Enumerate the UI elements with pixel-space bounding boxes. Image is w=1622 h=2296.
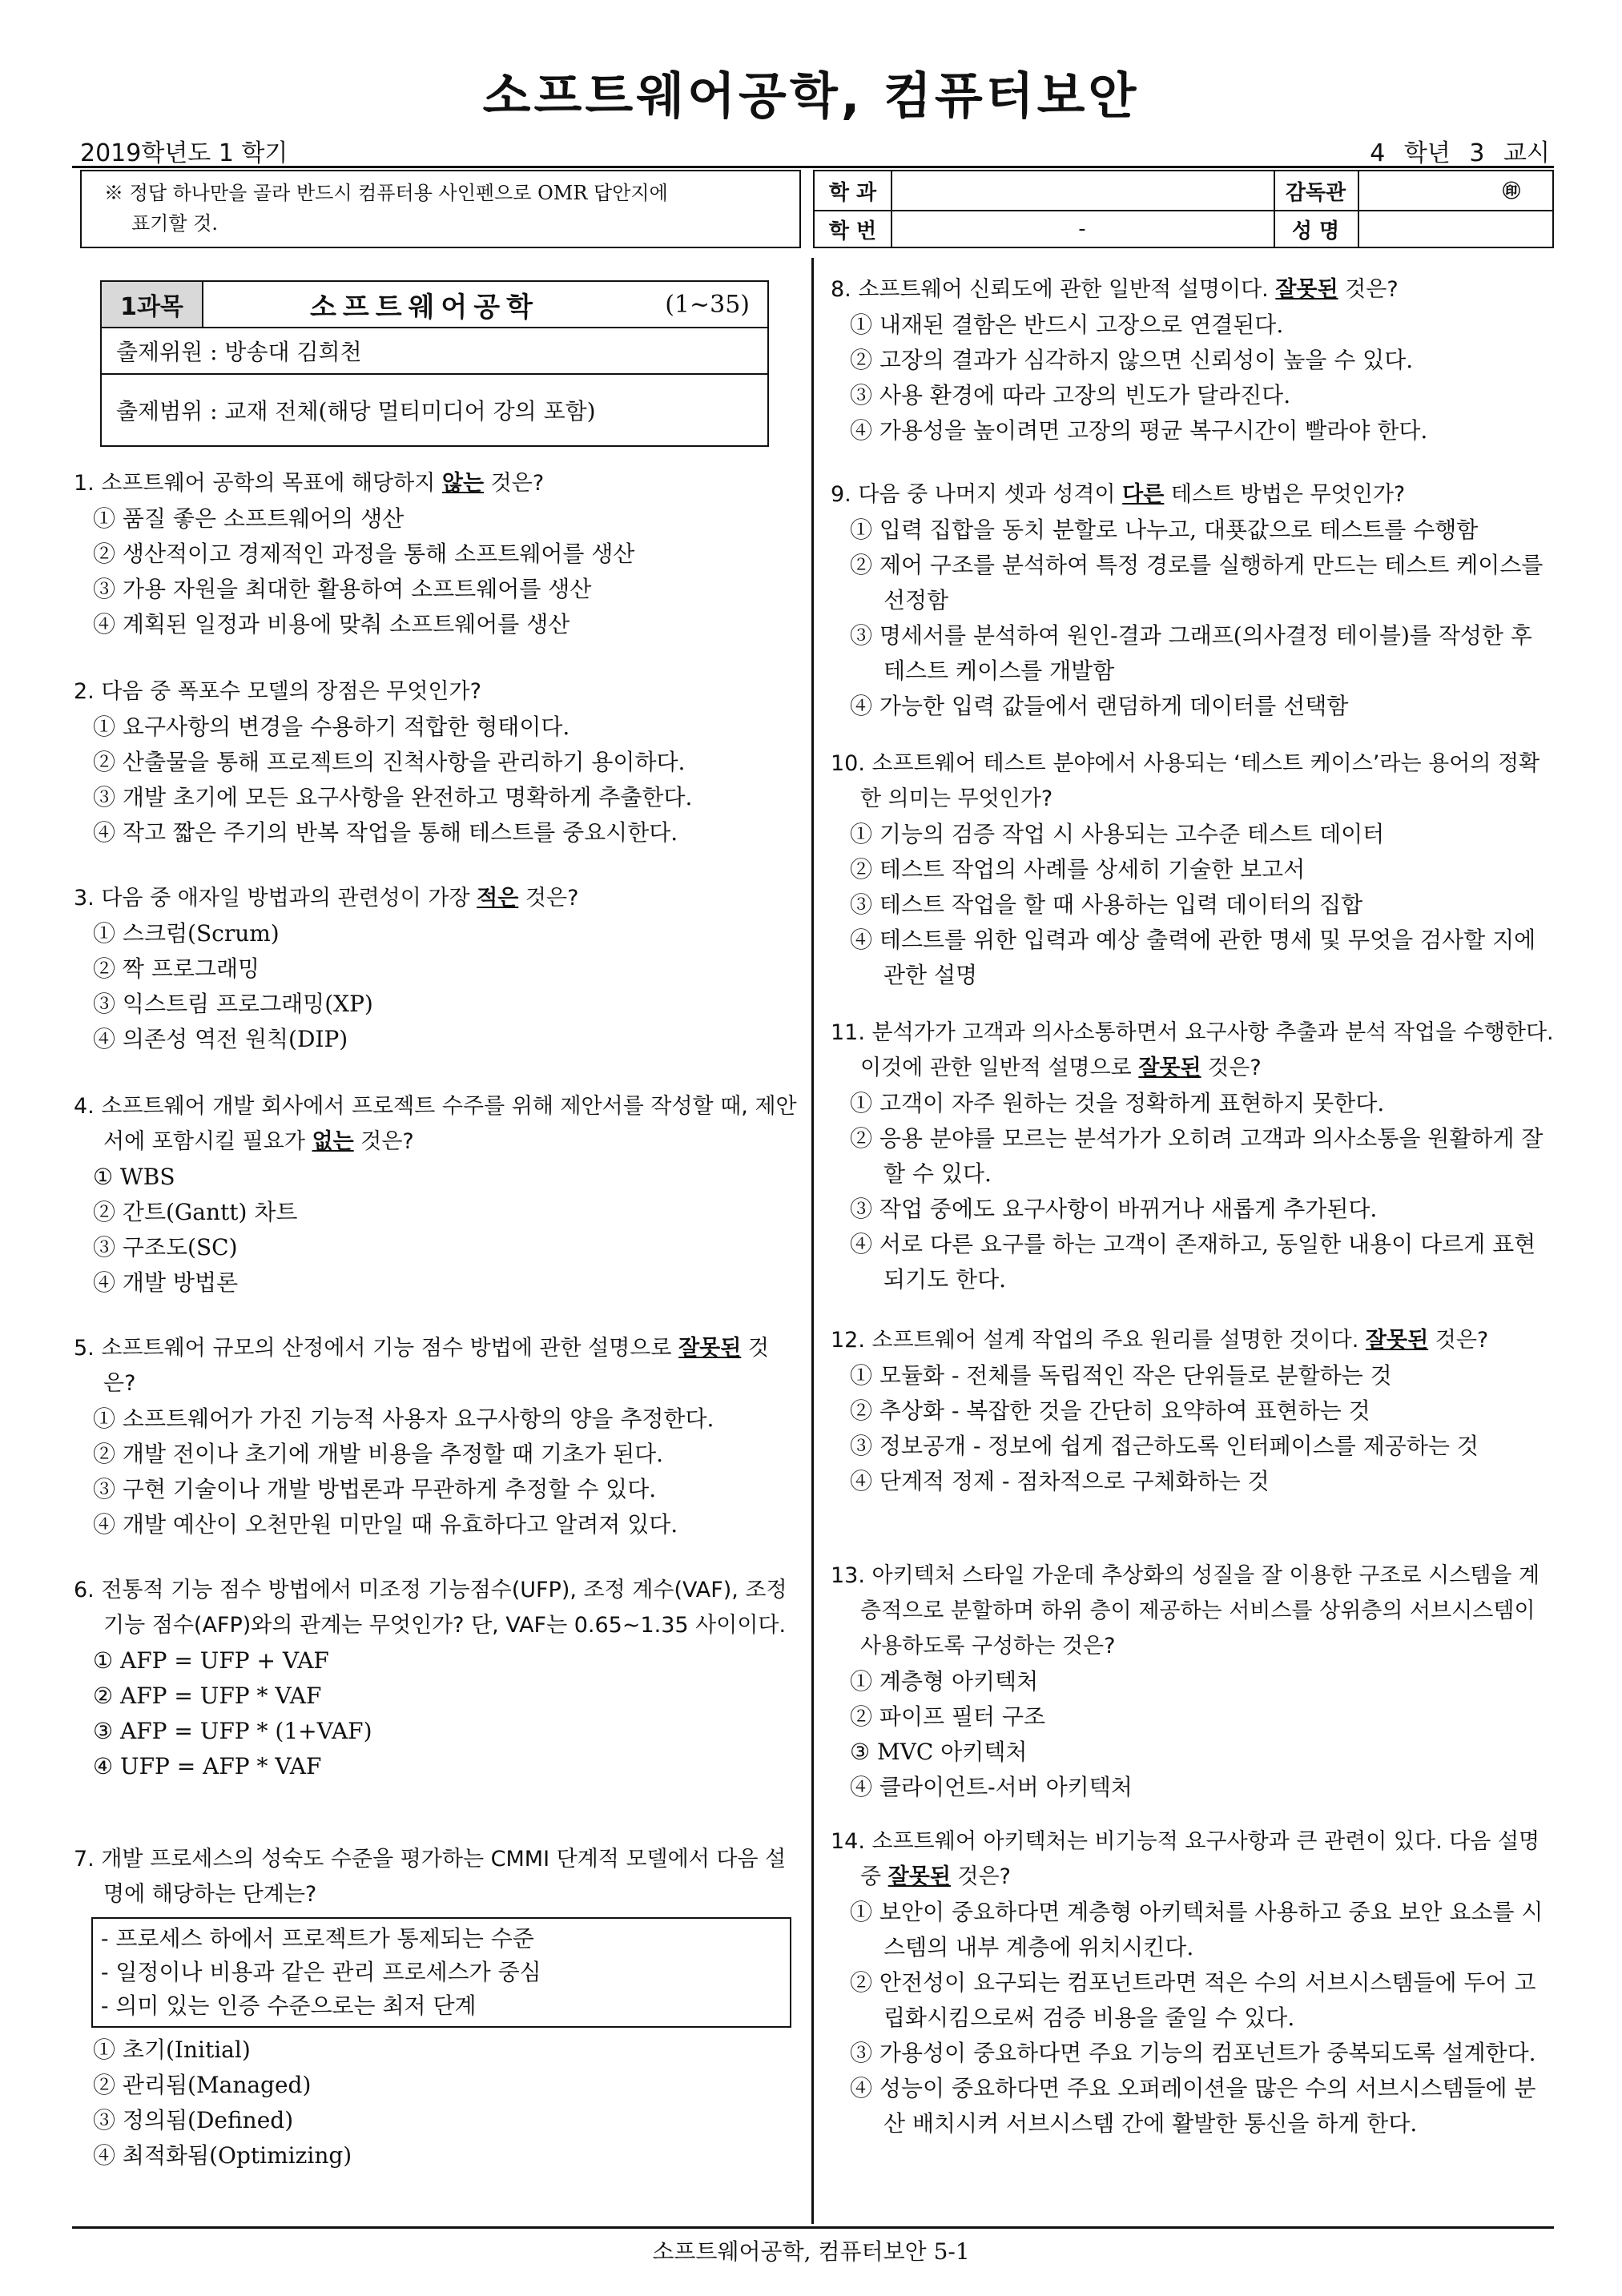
seal-mark: ㊞: [1502, 182, 1520, 202]
subject-tag: 1과목: [102, 282, 203, 327]
question-1: 1. 소프트웨어 공학의 목표에 해당하지 않는 것은? ① 품질 좋은 소프트웨어의 생산 ② 생산적이고 경제적인 과정을 통해 소프트웨어를 생산 ③ 가용 자원을 최대한 활용하여 소프트웨어를 생산 ④ 계획된 일정과 비용에 맞춰 소프트웨어를 생산: [74, 466, 799, 642]
dept-label: 학 과: [828, 180, 877, 205]
option[interactable]: ④ 테스트를 위한 입력과 예상 출력에 관한 명세 및 무엇을 검사할 지에 관한 설명: [850, 927, 1536, 988]
name-label: 성 명: [1291, 219, 1340, 243]
name-field[interactable]: [1358, 210, 1552, 248]
option[interactable]: ① 품질 좋은 소프트웨어의 생산: [93, 505, 404, 532]
student-info-table: [813, 170, 1554, 248]
option[interactable]: ③ 가용성이 중요하다면 주요 기능의 컴포넌트가 중복되도록 설계한다.: [850, 2040, 1536, 2066]
option[interactable]: ② 간트(Gantt) 차트: [93, 1199, 298, 1225]
page-footer: 소프트웨어공학, 컴퓨터보안 5-1: [652, 2238, 970, 2265]
option[interactable]: ② 안전성이 요구되는 컴포넌트라면 적은 수의 서브시스템들에 두어 고립화시킴으로써 검증 비용을 줄일 수 있다.: [850, 1969, 1536, 2031]
option[interactable]: ① WBS: [93, 1164, 175, 1190]
question-5: 5. 소프트웨어 규모의 산정에서 기능 점수 방법에 관한 설명으로 잘못된 것은? ① 소프트웨어가 가진 기능적 사용자 요구사항의 양을 추정한다. ② 개발 전이나 초기에 개발 비용을 추정할 때 기초가 된다. ③ 구현 기술이나 개발 방법론과 무관하게 추정할 수 있다. ④ 개발 예산이 오천만원 미만일 때 유효하다고 알려져 있다.: [74, 1331, 799, 1542]
omr-notice: ※ 정답 하나만을 골라 반드시 컴퓨터용 사인펜으로 OMR 답안지에 표기할 것.: [80, 170, 801, 248]
option[interactable]: ① 초기(Initial): [93, 2037, 251, 2063]
option[interactable]: ① 보안이 중요하다면 계층형 아키텍처를 사용하고 중요 보안 요소를 시스템의 내부 계층에 위치시킨다.: [850, 1899, 1544, 1960]
option[interactable]: ② 제어 구조를 분석하여 특정 경로를 실행하게 만드는 테스트 케이스를 선정함: [850, 552, 1544, 613]
option[interactable]: ③ MVC 아키텍처: [850, 1739, 1028, 1765]
option[interactable]: ④ 단계적 정제 - 점차적으로 구체화하는 것: [850, 1468, 1270, 1494]
id-field[interactable]: -: [1078, 217, 1086, 241]
description-box: - 프로세스 하에서 프로젝트가 통제되는 수준 - 일정이나 비용과 같은 관리 프로세스가 중심 - 의미 있는 인증 수준으로는 최저 단계: [91, 1917, 791, 2028]
subject-name: 소프트웨어공학: [310, 291, 539, 324]
option[interactable]: ④ 의존성 역전 원칙(DIP): [93, 1026, 348, 1052]
option[interactable]: ② 테스트 작업의 사례를 상세히 기술한 보고서: [850, 856, 1306, 883]
option[interactable]: ③ 가용 자원을 최대한 활용하여 소프트웨어를 생산: [93, 576, 592, 602]
option[interactable]: ② 생산적이고 경제적인 과정을 통해 소프트웨어를 생산: [93, 541, 635, 567]
option[interactable]: ② 관리됨(Managed): [93, 2072, 312, 2098]
dept-field[interactable]: [891, 171, 1274, 210]
header-rule: [72, 166, 1554, 168]
option[interactable]: ① 요구사항의 변경을 수용하기 적합한 형태이다.: [93, 714, 570, 740]
id-label: 학 번: [828, 219, 877, 243]
option[interactable]: ③ 익스트림 프로그래밍(XP): [93, 991, 373, 1017]
subject-box: [100, 280, 769, 447]
option[interactable]: ① 내재된 결함은 반드시 고장으로 연결된다.: [850, 312, 1284, 338]
option[interactable]: ④ 개발 예산이 오천만원 미만일 때 유효하다고 알려져 있다.: [93, 1511, 678, 1538]
exam-title: 소프트웨어공학, 컴퓨터보안: [482, 66, 1140, 125]
option[interactable]: ① 소프트웨어가 가진 기능적 사용자 요구사항의 양을 추정한다.: [93, 1405, 714, 1432]
supervisor-label: 감독관: [1285, 180, 1346, 205]
question-8: 8. 소프트웨어 신뢰도에 관한 일반적 설명이다. 잘못된 것은? ① 내재된 결함은 반드시 고장으로 연결된다. ② 고장의 결과가 심각하지 않으면 신뢰성이 높을 수 있다. ③ 사용 환경에 따라 고장의 빈도가 달라진다. ④ 가용성을 높이려면 고장의 평균 복구시간이 빨라야 한다.: [831, 272, 1555, 448]
option[interactable]: ② 개발 전이나 초기에 개발 비용을 추정할 때 기초가 된다.: [93, 1441, 664, 1467]
option[interactable]: ① 스크럼(Scrum): [93, 920, 280, 947]
option[interactable]: ④ 클라이언트-서버 아키텍처: [850, 1774, 1133, 1800]
option[interactable]: ④ UFP = AFP * VAF: [93, 1753, 322, 1779]
header-block: [80, 170, 1554, 251]
option[interactable]: ① 고객이 자주 원하는 것을 정확하게 표현하지 못한다.: [850, 1090, 1385, 1116]
option[interactable]: ④ 가용성을 높이려면 고장의 평균 복구시간이 빨라야 한다.: [850, 417, 1428, 444]
option[interactable]: ④ 개발 방법론: [93, 1269, 239, 1296]
column-divider: [811, 258, 814, 2224]
option[interactable]: ③ 정의됨(Defined): [93, 2107, 294, 2133]
supervisor-field[interactable]: [1358, 171, 1552, 210]
option[interactable]: ③ 구조도(SC): [93, 1234, 238, 1261]
option[interactable]: ① 입력 집합을 동치 분할로 나누고, 대푯값으로 테스트를 수행함: [850, 517, 1479, 543]
examiner: 출제위원 : 방송대 김희천: [102, 328, 767, 375]
question-7: 7. 개발 프로세스의 성숙도 수준을 평가하는 CMMI 단계적 모델에서 다음 설명에 해당하는 단계는? - 프로세스 하에서 프로젝트가 통제되는 수준 - 일정이나 비용과 같은 관리 프로세스가 중심 - 의미 있는 인증 수준으로는 최저 단계 ① 초기(Initial) ② 관리됨(Managed) ③ 정의됨(Defined) ④ 최적화됨(Optimizing): [74, 1842, 799, 2173]
option[interactable]: ① 모듈화 - 전체를 독립적인 작은 단위들로 분할하는 것: [850, 1362, 1392, 1389]
question-6: 6. 전통적 기능 점수 방법에서 미조정 기능점수(UFP), 조정 계수(VAF), 조정 기능 점수(AFP)와의 관계는 무엇인가? 단, VAF는 0.65~1.35 사이이다. ① AFP = UFP + VAF ② AFP = UFP * VAF ③ AFP = UFP * (1+VAF) ④ UFP = AFP * VAF: [74, 1573, 799, 1784]
option[interactable]: ④ 작고 짧은 주기의 반복 작업을 통해 테스트를 중요시한다.: [93, 819, 678, 846]
option[interactable]: ② 파이프 필터 구조: [850, 1703, 1046, 1730]
question-12: 12. 소프트웨어 설계 작업의 주요 원리를 설명한 것이다. 잘못된 것은? ① 모듈화 - 전체를 독립적인 작은 단위들로 분할하는 것 ② 추상화 - 복잡한 것을 간단히 요약하여 표현하는 것 ③ 정보공개 - 정보에 쉽게 접근하도록 인터페이스를 제공하는 것 ④ 단계적 정제 - 점차적으로 구체화하는 것: [831, 1323, 1555, 1499]
grade-period: 4 학년 3 교시: [1370, 139, 1550, 167]
question-11: 11. 분석가가 고객과 의사소통하면서 요구사항 추출과 분석 작업을 수행한다. 이것에 관한 일반적 설명으로 잘못된 것은? ① 고객이 자주 원하는 것을 정확하게 표현하지 못한다. ② 응용 분야를 모르는 분석가가 오히려 고객과 의사소통을 원활하게 잘 할 수 있다. ③ 작업 중에도 요구사항이 바뀌거나 새롭게 추가된다. ④ 서로 다른 요구를 하는 고객이 존재하고, 동일한 내용이 다르게 표현되기도 한다.: [831, 1015, 1555, 1297]
option[interactable]: ③ AFP = UFP * (1+VAF): [93, 1718, 372, 1744]
footer-rule: [72, 2226, 1554, 2229]
option[interactable]: ③ 테스트 작업을 할 때 사용하는 입력 데이터의 집합: [850, 891, 1363, 918]
option[interactable]: ④ 가능한 입력 값들에서 랜덤하게 데이터를 선택함: [850, 693, 1349, 719]
question-2: 2. 다음 중 폭포수 모델의 장점은 무엇인가? ① 요구사항의 변경을 수용하기 적합한 형태이다. ② 산출물을 통해 프로젝트의 진척사항을 관리하기 용이하다. ③ 개발 초기에 모든 요구사항을 완전하고 명확하게 추출한다. ④ 작고 짧은 주기의 반복 작업을 통해 테스트를 중요시한다.: [74, 674, 799, 850]
option[interactable]: ② 추상화 - 복잡한 것을 간단히 요약하여 표현하는 것: [850, 1397, 1370, 1424]
subject-range: (1~35): [665, 290, 750, 319]
option[interactable]: ② 응용 분야를 모르는 분석가가 오히려 고객과 의사소통을 원활하게 잘 할 수 있다.: [850, 1125, 1544, 1187]
option[interactable]: ③ 정보공개 - 정보에 쉽게 접근하도록 인터페이스를 제공하는 것: [850, 1433, 1479, 1459]
option[interactable]: ① AFP = UFP + VAF: [93, 1647, 329, 1674]
option[interactable]: ③ 사용 환경에 따라 고장의 빈도가 달라진다.: [850, 382, 1291, 408]
option[interactable]: ② AFP = UFP * VAF: [93, 1683, 322, 1709]
question-4: 4. 소프트웨어 개발 회사에서 프로젝트 수주를 위해 제안서를 작성할 때, 제안서에 포함시킬 필요가 없는 것은? ① WBS ② 간트(Gantt) 차트 ③ 구조도(SC) ④ 개발 방법론: [74, 1089, 799, 1301]
option[interactable]: ① 기능의 검증 작업 시 사용되는 고수준 테스트 데이터: [850, 821, 1385, 847]
option[interactable]: ② 산출물을 통해 프로젝트의 진척사항을 관리하기 용이하다.: [93, 749, 686, 775]
question-13: 13. 아키텍처 스타일 가운데 추상화의 성질을 잘 이용한 구조로 시스템을 계층적으로 분할하며 하위 층이 제공하는 서비스를 상위층의 서브시스템이 사용하도록 구성하는 것은? ① 계층형 아키텍처 ② 파이프 필터 구조 ③ MVC 아키텍처 ④ 클라이언트-서버 아키텍처: [831, 1558, 1555, 1805]
question-14: 14. 소프트웨어 아키텍처는 비기능적 요구사항과 큰 관련이 있다. 다음 설명 중 잘못된 것은? ① 보안이 중요하다면 계층형 아키텍처를 사용하고 중요 보안 요소를 시스템의 내부 계층에 위치시킨다. ② 안전성이 요구되는 컴포넌트라면 적은 수의 서브시스템들에 두어 고립화시킴으로써 검증 비용을 줄일 수 있다. ③ 가용성이 중요하다면 주요 기능의 컴포넌트가 중복되도록 설계한다. ④ 성능이 중요하다면 주요 오퍼레이션을 많은 수의 서브시스템들에 분산 배치시켜 서브시스템 간에 활발한 통신을 하게 한다.: [831, 1824, 1555, 2141]
exam-scope: 출제범위 : 교재 전체(해당 멀티미디어 강의 포함): [116, 398, 596, 424]
option[interactable]: ① 계층형 아키텍처: [850, 1668, 1039, 1695]
question-9: 9. 다음 중 나머지 셋과 성격이 다른 테스트 방법은 무엇인가? ① 입력 집합을 동치 분할로 나누고, 대푯값으로 테스트를 수행함 ② 제어 구조를 분석하여 특정 경로를 실행하게 만드는 테스트 케이스를 선정함 ③ 명세서를 분석하여 원인-결과 그래프(의사결정 테이블)를 작성한 후 테스트 케이스를 개발함 ④ 가능한 입력 값들에서 랜덤하게 데이터를 선택함: [831, 477, 1555, 724]
question-10: 10. 소프트웨어 테스트 분야에서 사용되는 ‘테스트 케이스’라는 용어의 정확한 의미는 무엇인가? ① 기능의 검증 작업 시 사용되는 고수준 테스트 데이터 ② 테스트 작업의 사례를 상세히 기술한 보고서 ③ 테스트 작업을 할 때 사용하는 입력 데이터의 집합 ④ 테스트를 위한 입력과 예상 출력에 관한 명세 및 무엇을 검사할 지에 관한 설명: [831, 746, 1555, 993]
option[interactable]: ③ 명세서를 분석하여 원인-결과 그래프(의사결정 테이블)를 작성한 후 테스트 케이스를 개발함: [850, 622, 1532, 684]
option[interactable]: ④ 성능이 중요하다면 주요 오퍼레이션을 많은 수의 서브시스템들에 분산 배치시켜 서브시스템 간에 활발한 통신을 하게 한다.: [850, 2075, 1536, 2137]
option[interactable]: ③ 구현 기술이나 개발 방법론과 무관하게 추정할 수 있다.: [93, 1476, 657, 1502]
option[interactable]: ② 짝 프로그래밍: [93, 955, 260, 982]
option[interactable]: ④ 계획된 일정과 비용에 맞춰 소프트웨어를 생산: [93, 611, 570, 637]
option[interactable]: ③ 작업 중에도 요구사항이 바뀌거나 새롭게 추가된다.: [850, 1196, 1378, 1222]
option[interactable]: ③ 개발 초기에 모든 요구사항을 완전하고 명확하게 추출한다.: [93, 784, 693, 810]
option[interactable]: ② 고장의 결과가 심각하지 않으면 신뢰성이 높을 수 있다.: [850, 347, 1414, 373]
option[interactable]: ④ 최적화됨(Optimizing): [93, 2142, 352, 2169]
year-term: 2019학년도 1 학기: [80, 139, 288, 167]
question-3: 3. 다음 중 애자일 방법과의 관련성이 가장 적은 것은? ① 스크럼(Scrum) ② 짝 프로그래밍 ③ 익스트림 프로그래밍(XP) ④ 의존성 역전 원칙(DIP): [74, 881, 799, 1057]
option[interactable]: ④ 서로 다른 요구를 하는 고객이 존재하고, 동일한 내용이 다르게 표현되기도 한다.: [850, 1231, 1536, 1293]
